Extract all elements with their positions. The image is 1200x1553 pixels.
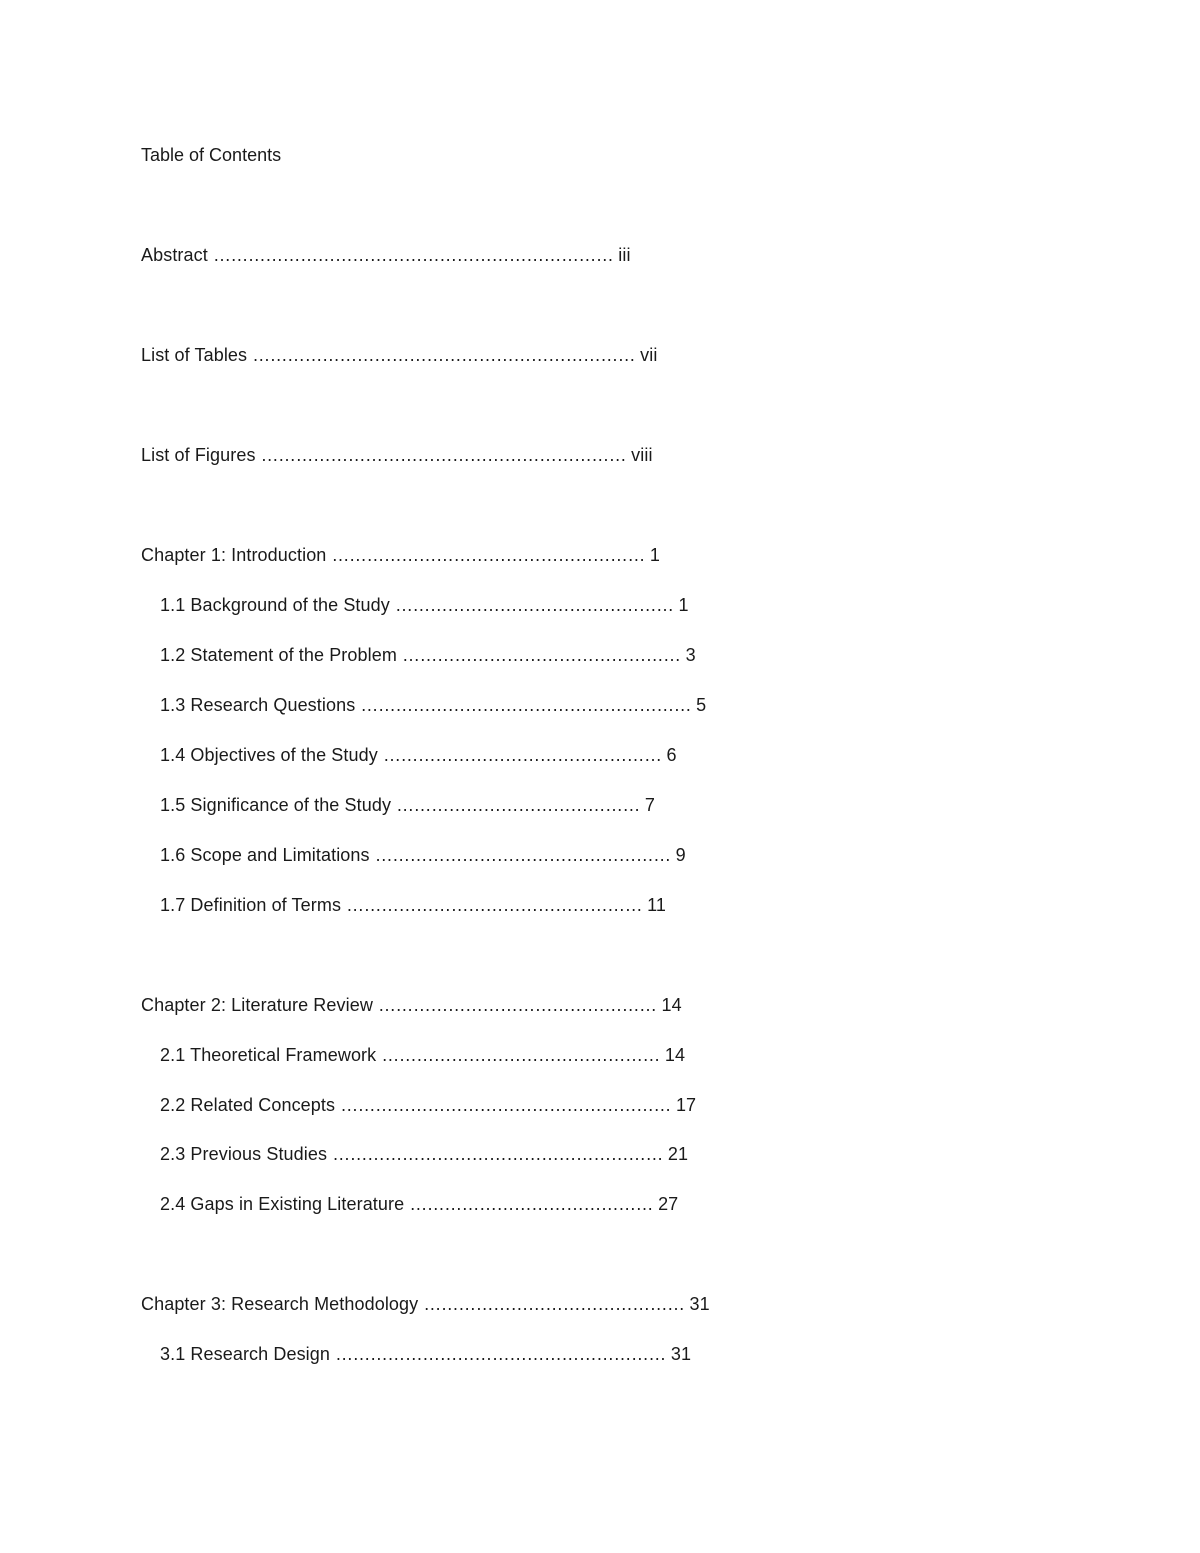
toc-entry-text: 1.5 Significance of the Study [160,795,392,815]
toc-entry-list-of-tables[interactable] [141,344,657,366]
toc-page-number: 17 [675,1095,697,1115]
toc-page-number: 27 [658,1194,679,1214]
toc-page-number: 14 [664,1045,686,1065]
toc-leader: ……………………………………… [423,1294,685,1314]
toc-page-number: 21 [667,1144,689,1164]
toc-leader: …………………………………………………………… [212,245,614,265]
toc-leader: …………………………………… [409,1194,653,1214]
toc-page-number: 7 [644,795,655,815]
toc-leader: ……………………………………………… [331,545,645,565]
toc-entry-1-1[interactable] [160,594,689,616]
toc-leader: ………………………………………… [378,995,657,1015]
toc-entry-2-2[interactable] [160,1094,696,1116]
toc-entry-1-3[interactable] [160,694,706,716]
toc-entry-text: 1.7 Definition of Terms [160,895,342,915]
toc-leader: ………………………………………………… [335,1344,666,1364]
toc-entry-3-1[interactable] [160,1343,691,1365]
toc-leader: ………………………………………………………… [252,345,636,365]
toc-entry-text: 1.4 Objectives of the Study [160,745,378,765]
toc-page-number: 14 [661,995,682,1015]
toc-leader: ………………………………………………… [340,1095,671,1115]
toc-entry-chapter-2[interactable] [141,994,682,1016]
toc-page-number: 6 [666,745,677,765]
toc-entry-chapter-1[interactable] [141,544,660,566]
toc-entry-text: List of Figures [141,445,256,465]
toc-entry-text: 1.2 Statement of the Problem [160,645,397,665]
toc-entry-chapter-3[interactable] [141,1293,710,1315]
toc-entry-text: Chapter 1: Introduction [141,545,327,565]
toc-entry-text: 2.2 Related Concepts [160,1095,336,1115]
toc-page-number: 11 [647,895,666,915]
toc-entry-text: 1.6 Scope and Limitations [160,845,370,865]
toc-leader: ……………………………………………………… [260,445,627,465]
toc-entry-2-3[interactable] [160,1143,688,1165]
toc-entry-2-4[interactable] [160,1193,678,1215]
toc-entry-text: List of Tables [141,345,248,365]
toc-entry-1-2[interactable] [160,644,696,666]
toc-page-number: 1 [678,595,689,615]
toc-entry-text: 1.1 Background of the Study [160,595,390,615]
toc-entry-text: 2.4 Gaps in Existing Literature [160,1194,405,1214]
toc-entry-abstract[interactable] [141,244,631,266]
toc-leader: ………………………………………… [402,645,681,665]
toc-page-number: 9 [675,845,686,865]
toc-entry-1-5[interactable] [160,794,655,816]
toc-page-number: viii [631,445,653,465]
toc-entry-1-4[interactable] [160,744,677,766]
toc-entry-1-6[interactable] [160,844,686,866]
toc-entry-list-of-figures[interactable] [141,444,653,466]
toc-entry-text: 2.1 Theoretical Framework [160,1045,377,1065]
toc-leader: …………………………………………… [374,845,671,865]
toc-leader: …………………………………………… [346,895,642,915]
toc-leader: …………………………………… [396,795,640,815]
toc-leader: ………………………………………… [382,745,662,765]
toc-page-number: 31 [670,1344,692,1364]
toc-entry-1-7[interactable] [160,894,666,916]
toc-page-number: 3 [685,645,696,665]
toc-entry-text: Abstract [141,245,208,265]
toc-page-number: iii [618,245,631,265]
toc-leader: ………………………………………………… [332,1144,663,1164]
toc-entry-text: 1.3 Research Questions [160,695,356,715]
toc-entry-text: 3.1 Research Design [160,1344,330,1364]
toc-entry-2-1[interactable] [160,1044,685,1066]
toc-entry-text: Chapter 2: Literature Review [141,995,373,1015]
toc-leader: ………………………………………… [381,1045,660,1065]
toc-page-number: 1 [649,545,660,565]
toc-title: Table of Contents [141,145,282,165]
toc-page-number: vii [640,345,658,365]
toc-leader: ………………………………………………… [360,695,692,715]
toc-entry-text: Chapter 3: Research Methodology [141,1294,419,1314]
toc-page-number: 31 [689,1294,710,1314]
toc-leader: ………………………………………… [394,595,674,615]
toc-entry-text: 2.3 Previous Studies [160,1144,328,1164]
toc-page-number: 5 [696,695,707,715]
